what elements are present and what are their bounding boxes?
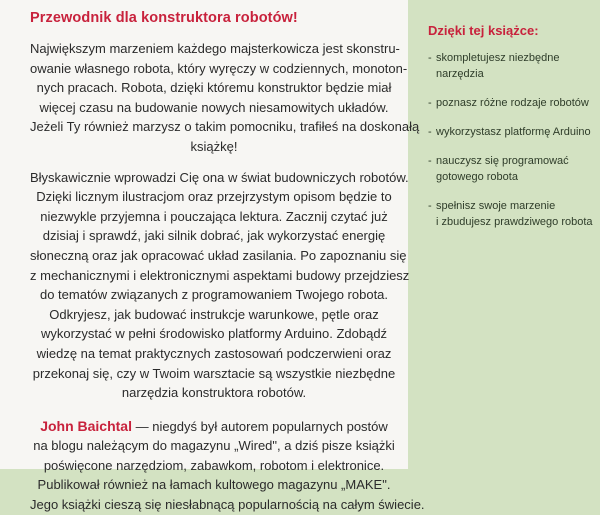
intro-paragraph <box>30 39 420 157</box>
benefit-item <box>428 95 592 111</box>
benefit-text: gotowego robota <box>436 171 518 183</box>
text-line: narzędzia konstruktora robotów. <box>121 385 307 401</box>
author-bio <box>30 417 425 515</box>
text-line: słoneczną oraz jak opracować układ zasilania. Po zapoznaniu się <box>30 247 407 263</box>
benefit-text: wykorzystasz platformę Arduino <box>436 126 591 138</box>
text-line: Odkryjesz, jak budować instrukcje warunkowe, pętle oraz <box>49 306 379 322</box>
benefit-text: spełnisz swoje marzenie <box>436 200 556 212</box>
text-line: Publikował również na łamach kultowego magazynu „MAKE". <box>37 477 391 493</box>
text-line: Największym marzeniem każdego majsterkowicza jest skonstru- <box>30 41 400 56</box>
text-line: Jeżeli Ty również marzysz o takim pomocniku, trafiłeś na doskonałą <box>30 119 420 135</box>
text-line: przekonaj się, czy w Twoim warsztacie są wszystkie niezbędne <box>32 365 396 381</box>
benefits-sidebar <box>408 0 600 469</box>
benefit-text: narzędzia <box>436 68 484 80</box>
benefits-list <box>428 50 592 230</box>
author-name: John Baichtal <box>40 417 132 434</box>
text-line: niezwykle przyjemna i pouczająca lektura. Zacznij czytać już <box>40 208 388 224</box>
benefit-text: poznasz różne rodzaje robotów <box>436 97 589 109</box>
text-line: Błyskawicznie wprowadzi Cię ona w świat budowniczych robotów. <box>30 169 409 185</box>
text-line: na blogu należącym do magazynu „Wired", a dziś pisze książki <box>33 438 395 454</box>
text-line: Dzięki licznym ilustracjom oraz przejrzystym opisom będzie to <box>36 189 392 205</box>
author-bio-first-line <box>30 417 398 437</box>
text-line: Jego książki cieszą się niesłabnącą popularnością na całym świecie. <box>30 497 425 513</box>
benefit-item <box>428 198 592 230</box>
text-line: do tematów związanych z programowaniem Twojego robota. <box>39 287 389 303</box>
text-line: nych pracach. Robota, dzięki któremu konstruktor będzie miał <box>36 80 392 96</box>
benefit-text: skompletujesz niezbędne <box>436 52 560 64</box>
text-line: wiedzę na temat praktycznych zastosowań podczerwieni oraz <box>36 345 392 361</box>
book-title: Przewodnik dla konstruktora robotów! <box>30 10 298 26</box>
text-line: z mechanicznymi i elektronicznymi aspektami budowy przejdziesz <box>30 267 410 283</box>
text-line: dzisiaj i sprawdź, jaki silnik dobrać, jak wykorzystać energię <box>42 228 386 244</box>
author-bio-rest <box>30 436 425 514</box>
benefit-item <box>428 153 592 185</box>
text-line: więcej czasu na budowanie nowych niesamowitych układów. <box>39 99 389 115</box>
text-line: poświęcone narzędziom, zabawkom, robotom i elektronice. <box>43 457 385 473</box>
author-bio-first-line-text: — niegdyś był autorem popularnych postów <box>131 418 388 434</box>
benefit-text: i zbudujesz prawdziwego robota <box>436 216 593 228</box>
sidebar-title: Dzięki tej książce: <box>428 23 539 38</box>
text-line: książkę! <box>190 138 238 154</box>
bullet-marker: - <box>428 97 432 109</box>
benefit-item <box>428 50 592 82</box>
benefit-item <box>428 124 592 140</box>
bullet-marker: - <box>428 200 432 212</box>
text-line: owanie własnego robota, który wyręczy w codziennych, monoton- <box>30 60 408 76</box>
bullet-marker: - <box>428 126 432 138</box>
bullet-marker: - <box>428 52 432 64</box>
benefit-text: nauczysz się programować <box>436 155 569 167</box>
text-line: wykorzystać w pełni środowisko platformy Arduino. Zdobądź <box>40 326 388 342</box>
bullet-marker: - <box>428 155 432 167</box>
description-paragraph <box>30 168 410 403</box>
